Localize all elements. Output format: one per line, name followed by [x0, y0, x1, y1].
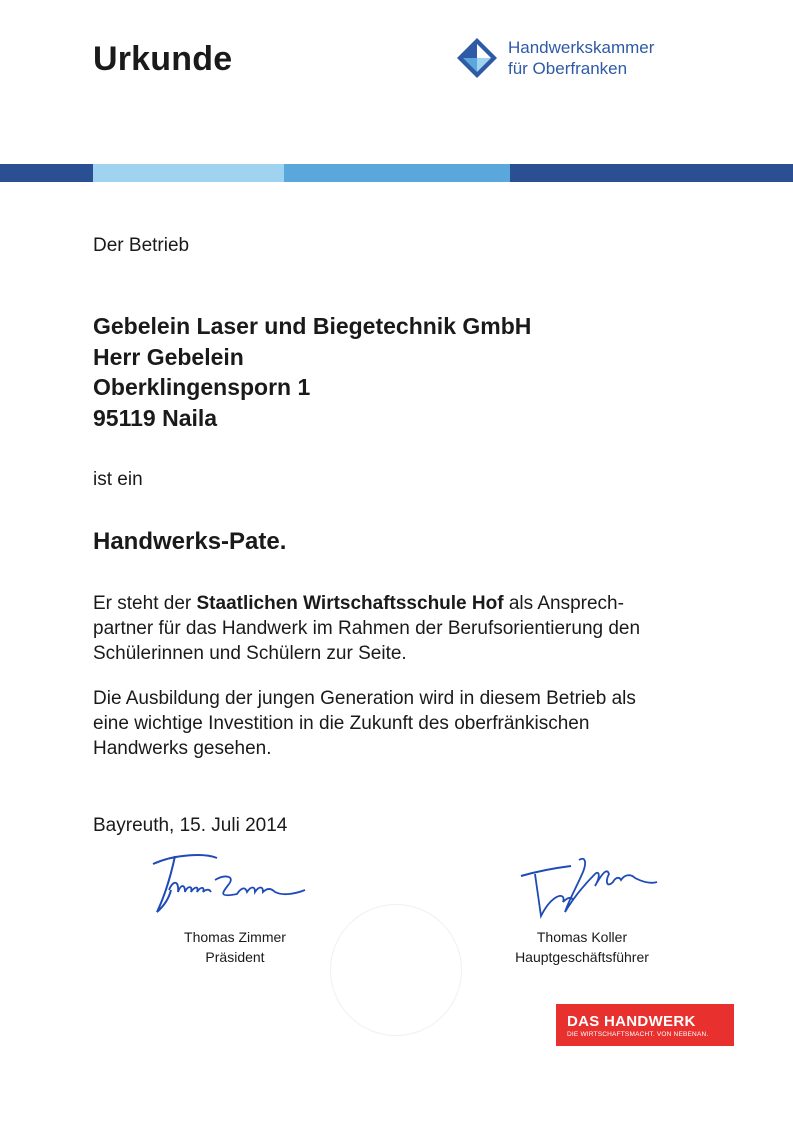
paragraph-2-line2: eine wichtige Investition in die Zukunft des oberfränkischen	[93, 713, 590, 734]
is-a-text: ist ein	[93, 469, 143, 490]
bar-segment-dark	[510, 164, 793, 182]
bar-segment-dark	[0, 164, 93, 182]
org-name-line1: Handwerkskammer	[508, 38, 655, 57]
das-handwerk-badge	[556, 1004, 734, 1046]
org-name-line2: für Oberfranken	[508, 59, 628, 78]
company-contact: Herr Gebelein	[93, 343, 244, 370]
bar-segment-light	[93, 164, 284, 182]
intro-text: Der Betrieb	[93, 235, 190, 256]
signature-zimmer	[145, 850, 315, 920]
signatory-title: Hauptgeschäftsführer	[515, 949, 649, 965]
paragraph-2	[93, 686, 636, 761]
bar-segment-mid	[284, 164, 510, 182]
company-city: 95119 Naila	[93, 404, 218, 431]
signatory-left	[145, 927, 325, 967]
p1-start: Er steht der	[93, 593, 197, 614]
signatory-right	[492, 927, 672, 967]
paragraph-2-line1: Die Ausbildung der jungen Generation wird in diesem Betrieb als	[93, 688, 636, 709]
document-title: Urkunde	[93, 40, 233, 78]
embossed-seal	[330, 904, 462, 1036]
paragraph-1-line1	[93, 591, 640, 616]
signatory-name: Thomas Koller	[536, 929, 628, 945]
header-color-bar	[0, 164, 793, 182]
school-name: Staatlichen Wirtschaftsschule Hof	[196, 593, 504, 614]
chamber-logo	[457, 38, 687, 82]
badge-title: DAS HANDWERK	[567, 1013, 696, 1030]
signatory-name: Thomas Zimmer	[184, 929, 286, 945]
paragraph-1-line2: partner für das Handwerk im Rahmen der Berufsorientierung den	[93, 618, 641, 639]
role-heading: Handwerks-Pate.	[93, 528, 287, 555]
company-street: Oberklingensporn 1	[93, 374, 311, 400]
paragraph-1	[93, 591, 640, 666]
chamber-logo-icon	[457, 38, 497, 78]
place-date: Bayreuth, 15. Juli 2014	[93, 815, 288, 836]
badge-slogan: DIE WIRTSCHAFTSMACHT. VON NEBENAN.	[567, 1031, 709, 1038]
company-address	[93, 311, 531, 433]
paragraph-1-line3: Schülerinnen und Schülern zur Seite.	[93, 643, 407, 664]
company-name: Gebelein Laser und Biegetechnik GmbH	[93, 313, 532, 339]
signatory-title: Präsident	[205, 949, 265, 965]
signature-koller	[515, 852, 665, 922]
p1-line1-end: als Ansprech-	[503, 593, 624, 614]
paragraph-2-line3: Handwerks gesehen.	[93, 738, 272, 759]
